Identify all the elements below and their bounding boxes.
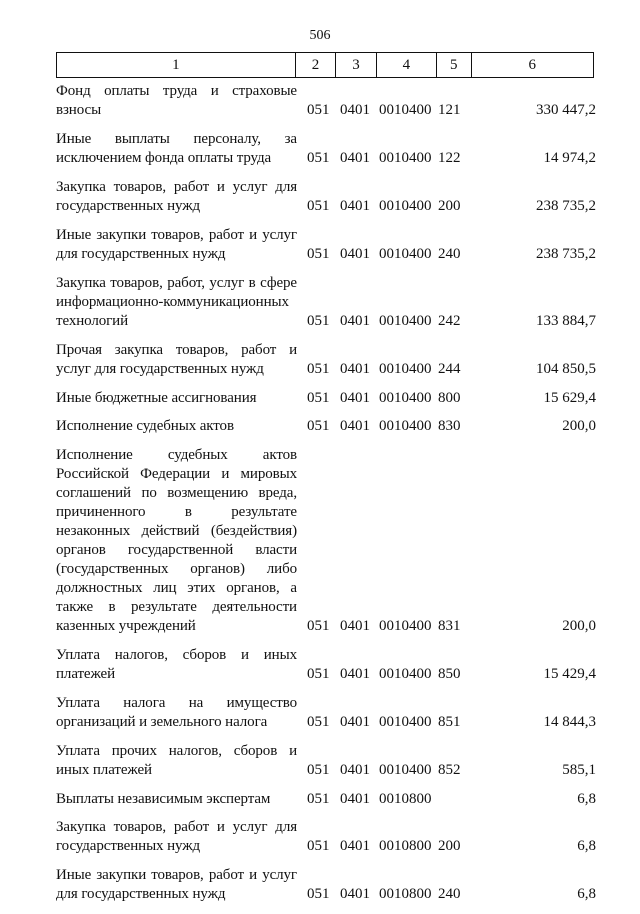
table-row: [56, 790, 596, 809]
column-header-row: [57, 53, 594, 78]
row-amount: 104 850,5: [536, 361, 596, 377]
table-row: [56, 646, 596, 684]
row-description: Фонд оплаты труда и страховые взносы: [56, 83, 297, 118]
row-col3: 0401: [340, 313, 370, 329]
row-amount: 200,0: [562, 418, 596, 434]
row-description: Закупка товаров, работ, услуг в сфере информационно-коммуникационных технологий: [56, 275, 297, 329]
row-col4: 0010400: [379, 418, 432, 434]
row-col4: 0010400: [379, 618, 432, 634]
row-col3: 0401: [340, 618, 370, 634]
row-col4: 0010400: [379, 714, 432, 730]
row-col3: 0401: [340, 762, 370, 778]
budget-table-body: [56, 82, 596, 914]
row-description: Исполнение судебных актов Российской Федерации и мировых соглашений по возмещению вреда, причиненного в результате незаконных действий (бездействия) органов государственной власти (государственных органов) либо должностных лиц этих органов, а также в результате деятельности казенных учреждений: [56, 447, 297, 634]
row-col3: 0401: [340, 150, 370, 166]
row-col2: 051: [307, 313, 330, 329]
row-col3: 0401: [340, 361, 370, 377]
page-number: 506: [309, 28, 331, 43]
table-row: [56, 130, 596, 168]
row-description: Иные закупки товаров, работ и услуг для государственных нужд: [56, 227, 297, 262]
row-amount: 14 844,3: [543, 714, 596, 730]
table-row: [56, 694, 596, 732]
row-description: Исполнение судебных актов: [56, 418, 234, 434]
row-description: Выплаты независимым экспертам: [56, 791, 271, 807]
row-col3: 0401: [340, 198, 370, 214]
row-col2: 051: [307, 762, 330, 778]
row-col2: 051: [307, 791, 330, 807]
row-amount: 238 735,2: [536, 246, 596, 262]
row-col5: 850: [438, 666, 461, 682]
row-col4: 0010400: [379, 762, 432, 778]
row-col5: 240: [438, 246, 461, 262]
row-col2: 051: [307, 618, 330, 634]
row-col3: 0401: [340, 666, 370, 682]
row-amount: 6,8: [577, 886, 596, 902]
table-row: [56, 446, 596, 636]
table-row: [56, 818, 596, 856]
row-col4: 0010400: [379, 390, 432, 406]
row-col4: 0010800: [379, 886, 432, 902]
row-col2: 051: [307, 418, 330, 434]
row-col5: 800: [438, 390, 461, 406]
column-header-table: [56, 52, 594, 78]
row-col4: 0010400: [379, 246, 432, 262]
row-amount: 6,8: [577, 791, 596, 807]
table-row: [56, 341, 596, 379]
row-col5: 851: [438, 714, 461, 730]
table-row: [56, 742, 596, 780]
table-row: [56, 866, 596, 904]
row-amount: 14 974,2: [543, 150, 596, 166]
row-col3: 0401: [340, 246, 370, 262]
row-col4: 0010400: [379, 198, 432, 214]
row-col4: 0010800: [379, 791, 432, 807]
table-row: [56, 389, 596, 408]
row-description: Иные бюджетные ассигнования: [56, 390, 257, 406]
row-description: Уплата налога на имущество организаций и земельного налога: [56, 695, 297, 730]
row-col2: 051: [307, 150, 330, 166]
row-col3: 0401: [340, 390, 370, 406]
row-col5: 852: [438, 762, 461, 778]
row-col4: 0010400: [379, 361, 432, 377]
column-header-3: 3: [336, 53, 377, 78]
table-row: [56, 226, 596, 264]
row-col5: 121: [438, 102, 461, 118]
column-header-2: 2: [295, 53, 336, 78]
table-row: [56, 274, 596, 331]
row-description: Закупка товаров, работ и услуг для государственных нужд: [56, 179, 297, 214]
row-col2: 051: [307, 886, 330, 902]
row-description: Иные закупки товаров, работ и услуг для государственных нужд: [56, 867, 297, 902]
row-col2: 051: [307, 198, 330, 214]
row-col4: 0010400: [379, 313, 432, 329]
row-description: Закупка товаров, работ и услуг для государственных нужд: [56, 819, 297, 854]
row-amount: 15 429,4: [543, 666, 596, 682]
row-col5: 240: [438, 886, 461, 902]
row-amount: 15 629,4: [543, 390, 596, 406]
row-col4: 0010400: [379, 102, 432, 118]
row-col4: 0010400: [379, 150, 432, 166]
column-header-5: 5: [436, 53, 471, 78]
row-amount: 133 884,7: [536, 313, 596, 329]
row-col2: 051: [307, 666, 330, 682]
row-col3: 0401: [340, 714, 370, 730]
row-col5: 242: [438, 313, 461, 329]
column-header-1: 1: [57, 53, 296, 78]
row-col3: 0401: [340, 838, 370, 854]
table-row: [56, 417, 596, 436]
table-row: [56, 178, 596, 216]
row-description: Уплата прочих налогов, сборов и иных платежей: [56, 743, 297, 778]
row-col5: 831: [438, 618, 461, 634]
row-amount: 238 735,2: [536, 198, 596, 214]
row-col2: 051: [307, 102, 330, 118]
row-description: Уплата налогов, сборов и иных платежей: [56, 647, 297, 682]
row-col2: 051: [307, 838, 330, 854]
row-col5: 244: [438, 361, 461, 377]
row-col5: 122: [438, 150, 461, 166]
row-col3: 0401: [340, 886, 370, 902]
row-col5: 830: [438, 418, 461, 434]
row-col2: 051: [307, 390, 330, 406]
row-col2: 051: [307, 361, 330, 377]
row-col3: 0401: [340, 418, 370, 434]
row-col5: 200: [438, 838, 461, 854]
row-col3: 0401: [340, 791, 370, 807]
row-col2: 051: [307, 714, 330, 730]
column-header-4: 4: [376, 53, 436, 78]
row-col2: 051: [307, 246, 330, 262]
row-description: Иные выплаты персоналу, за исключением фонда оплаты труда: [56, 131, 297, 166]
row-col5: 200: [438, 198, 461, 214]
row-amount: 200,0: [562, 618, 596, 634]
row-description: Прочая закупка товаров, работ и услуг для государственных нужд: [56, 342, 297, 377]
row-col4: 0010800: [379, 838, 432, 854]
table-row: [56, 82, 596, 120]
row-amount: 585,1: [562, 762, 596, 778]
row-amount: 6,8: [577, 838, 596, 854]
row-col4: 0010400: [379, 666, 432, 682]
column-header-6: 6: [471, 53, 593, 78]
row-amount: 330 447,2: [536, 102, 596, 118]
row-col3: 0401: [340, 102, 370, 118]
